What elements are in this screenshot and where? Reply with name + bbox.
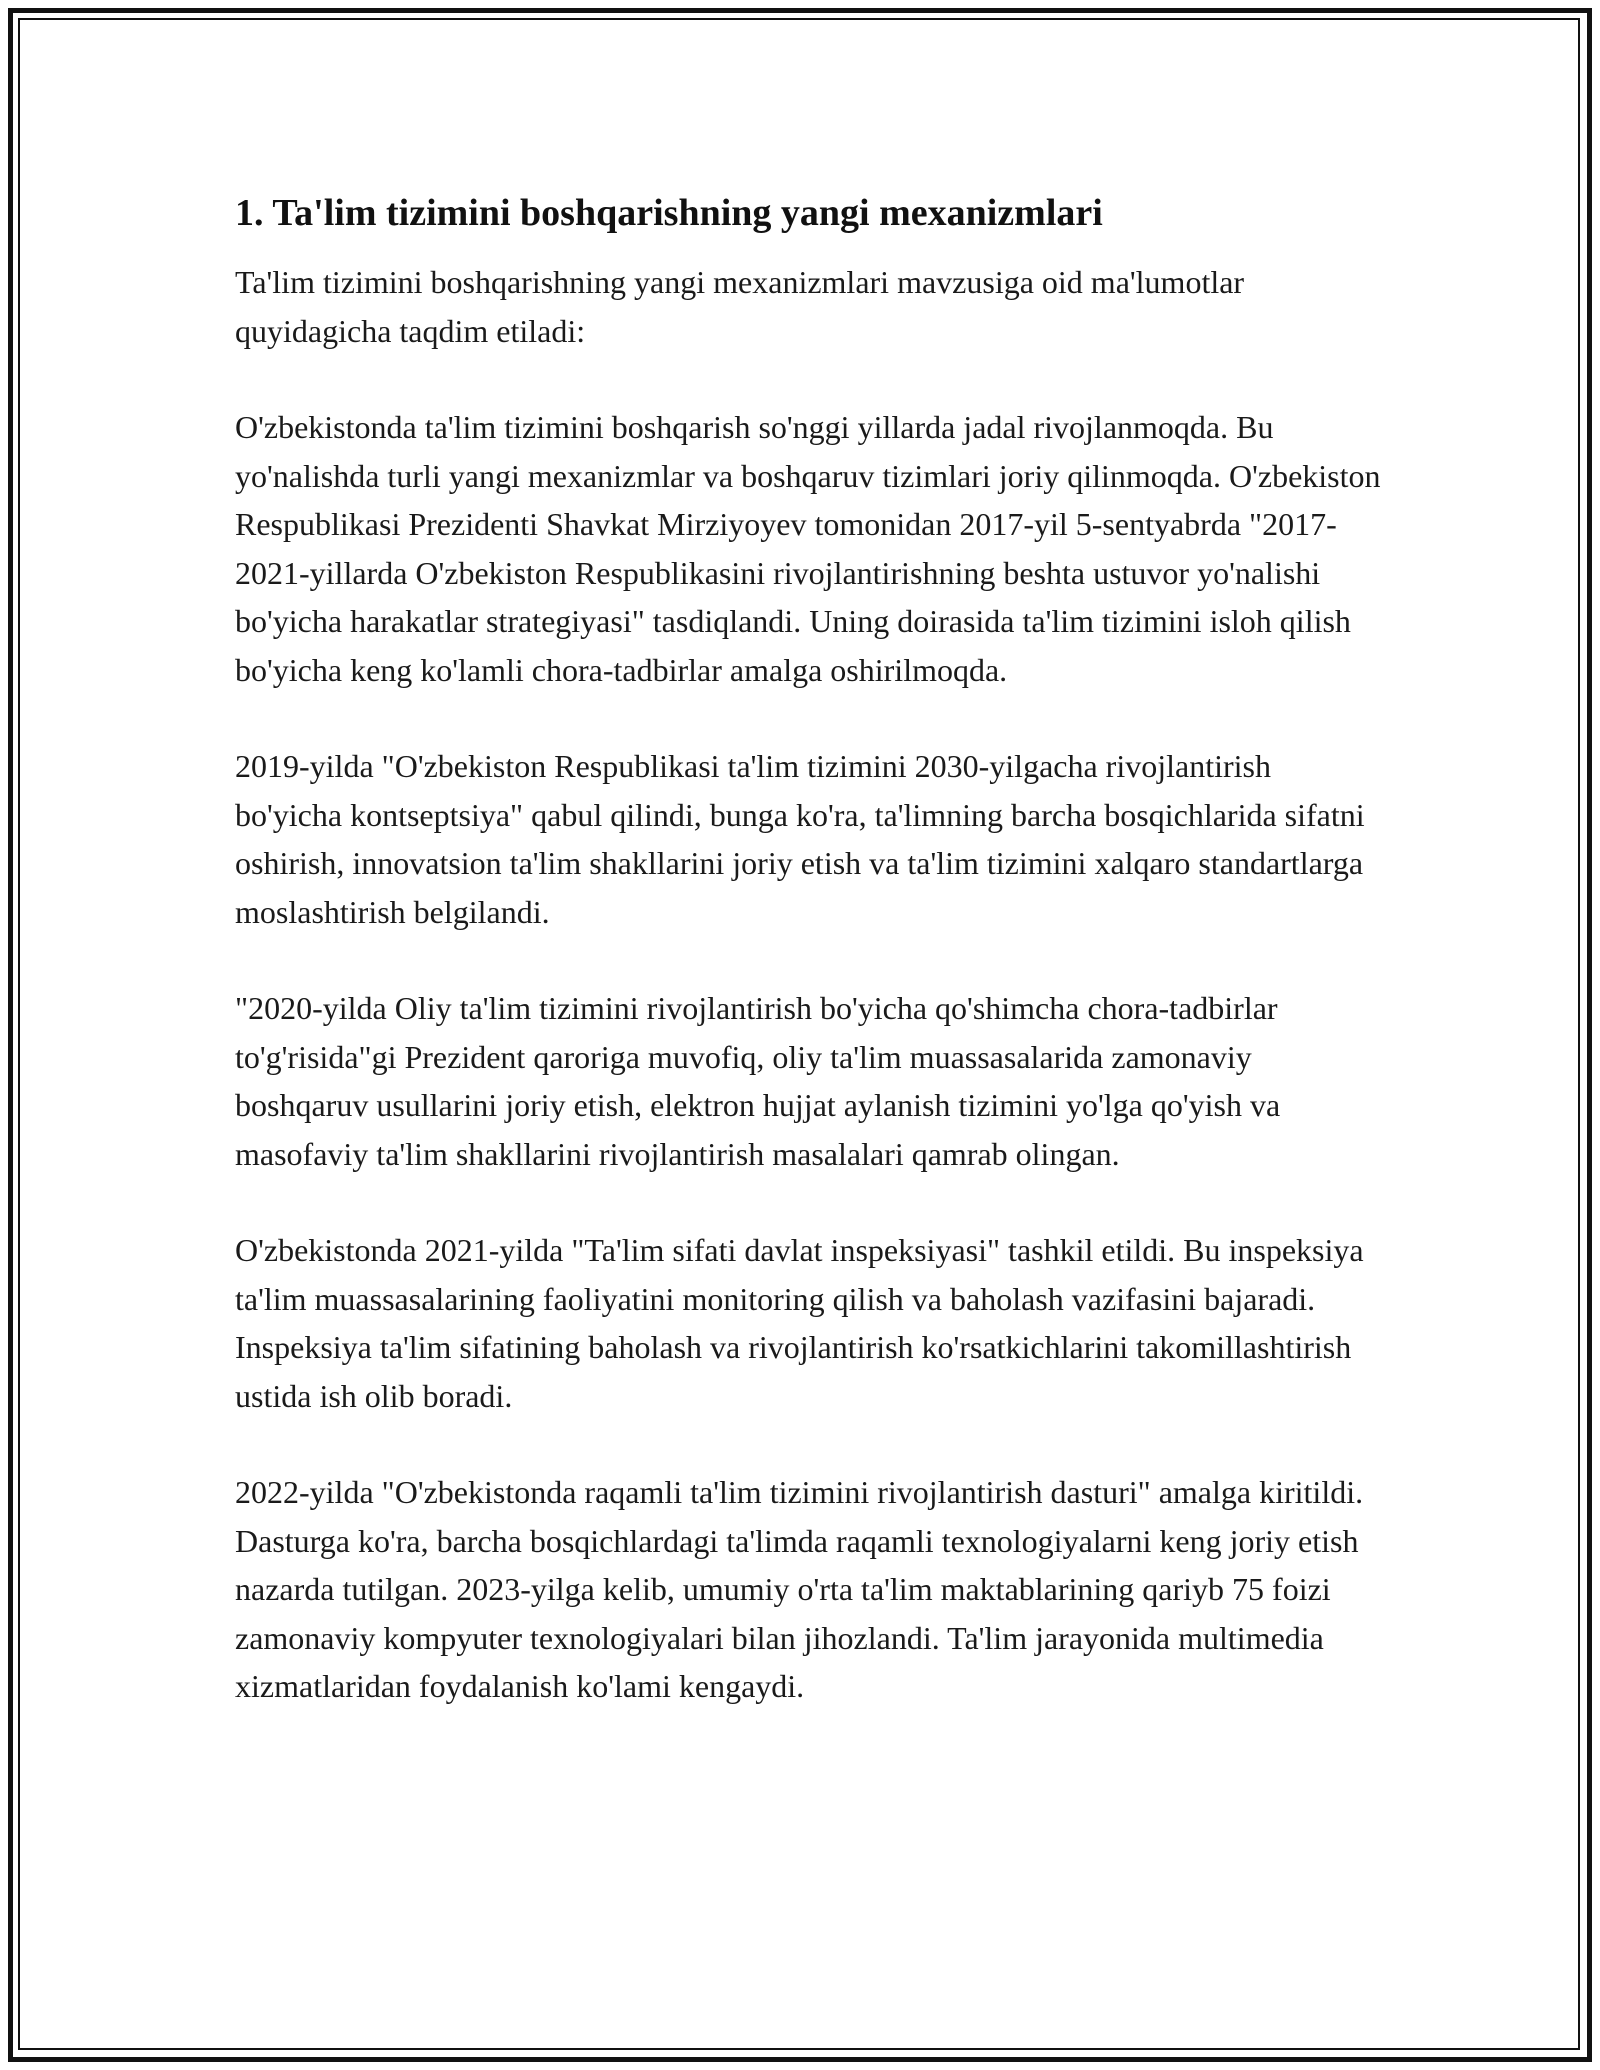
paragraph-inspection-2021: O'zbekistonda 2021-yilda "Ta'lim sifati davlat inspeksiyasi" tashkil etildi. Bu inspeksiya ta'lim muassasalarining faoliyatini monitoring qilish va baholash vazifasini bajaradi. Inspeksiya ta'lim sifatining baholash va rivojlantirish ko'rsatkichlarini takomillashtirish ustida ish olib boradi. <box>235 1232 1364 1414</box>
paragraph-strategy-2017: O'zbekistonda ta'lim tizimini boshqarish so'nggi yillarda jadal rivojlanmoqda. Bu yo'nalishda turli yangi mexanizmlar va boshqaruv tizimlari joriy qilinmoqda. O'zbekiston Respublikasi Prezidenti Shavkat Mirziyoyev tomonidan 2017-yil 5-sentyabrda "2017-2021-yillarda O'zbekiston Respublikasini rivojlantirishning beshta ustuvor yo'nalishi bo'yicha harakatlar strategiyasi" tasdiqlandi. Uning doirasida ta'lim tizimini isloh qilish bo'yicha keng ko'lamli chora-tadbirlar amalga oshirilmoqda. <box>235 409 1381 688</box>
paragraph-higher-education-2020: "2020-yilda Oliy ta'lim tizimini rivojlantirish bo'yicha qo'shimcha chora-tadbirlar to'g'risida"gi Prezident qaroriga muvofiq, oliy ta'lim muassasalarida zamonaviy boshqaruv usullarini joriy etish, elektron hujjat aylanish tizimini yo'lga qo'yish va masofaviy ta'lim shakllarini rivojlantirish masalalari qamrab olingan. <box>235 990 1281 1172</box>
document-body <box>235 188 1385 1759</box>
paragraph-concept-2019: 2019-yilda "O'zbekiston Respublikasi ta'lim tizimini 2030-yilgacha rivojlantirish bo'yicha kontseptsiya" qabul qilindi, bunga ko'ra, ta'limning barcha bosqichlarida sifatni oshirish, innovatsion ta'lim shakllarini joriy etish va ta'lim tizimini xalqaro standartlarga moslashtirish belgilandi. <box>235 748 1365 930</box>
paragraph-digital-program-2022: 2022-yilda "O'zbekistonda raqamli ta'lim tizimini rivojlantirish dasturi" amalga kiritildi. Dasturga ko'ra, barcha bosqichlardagi ta'limda raqamli texnologiyalarni keng joriy etish nazarda tutilgan. 2023-yilga kelib, umumiy o'rta ta'lim maktablarining qariyb 75 foizi zamonaviy kompyuter texnologiyalari bilan jihozlandi. Ta'lim jarayonida multimedia xizmatlaridan foydalanish ko'lami kengaydi. <box>235 1474 1364 1704</box>
intro-paragraph: Ta'lim tizimini boshqarishning yangi mexanizmlari mavzusiga oid ma'lumotlar quyidagicha taqdim etiladi: <box>235 264 1245 349</box>
section-heading: 1. Ta'lim tizimini boshqarishning yangi mexanizmlari <box>235 192 1103 234</box>
